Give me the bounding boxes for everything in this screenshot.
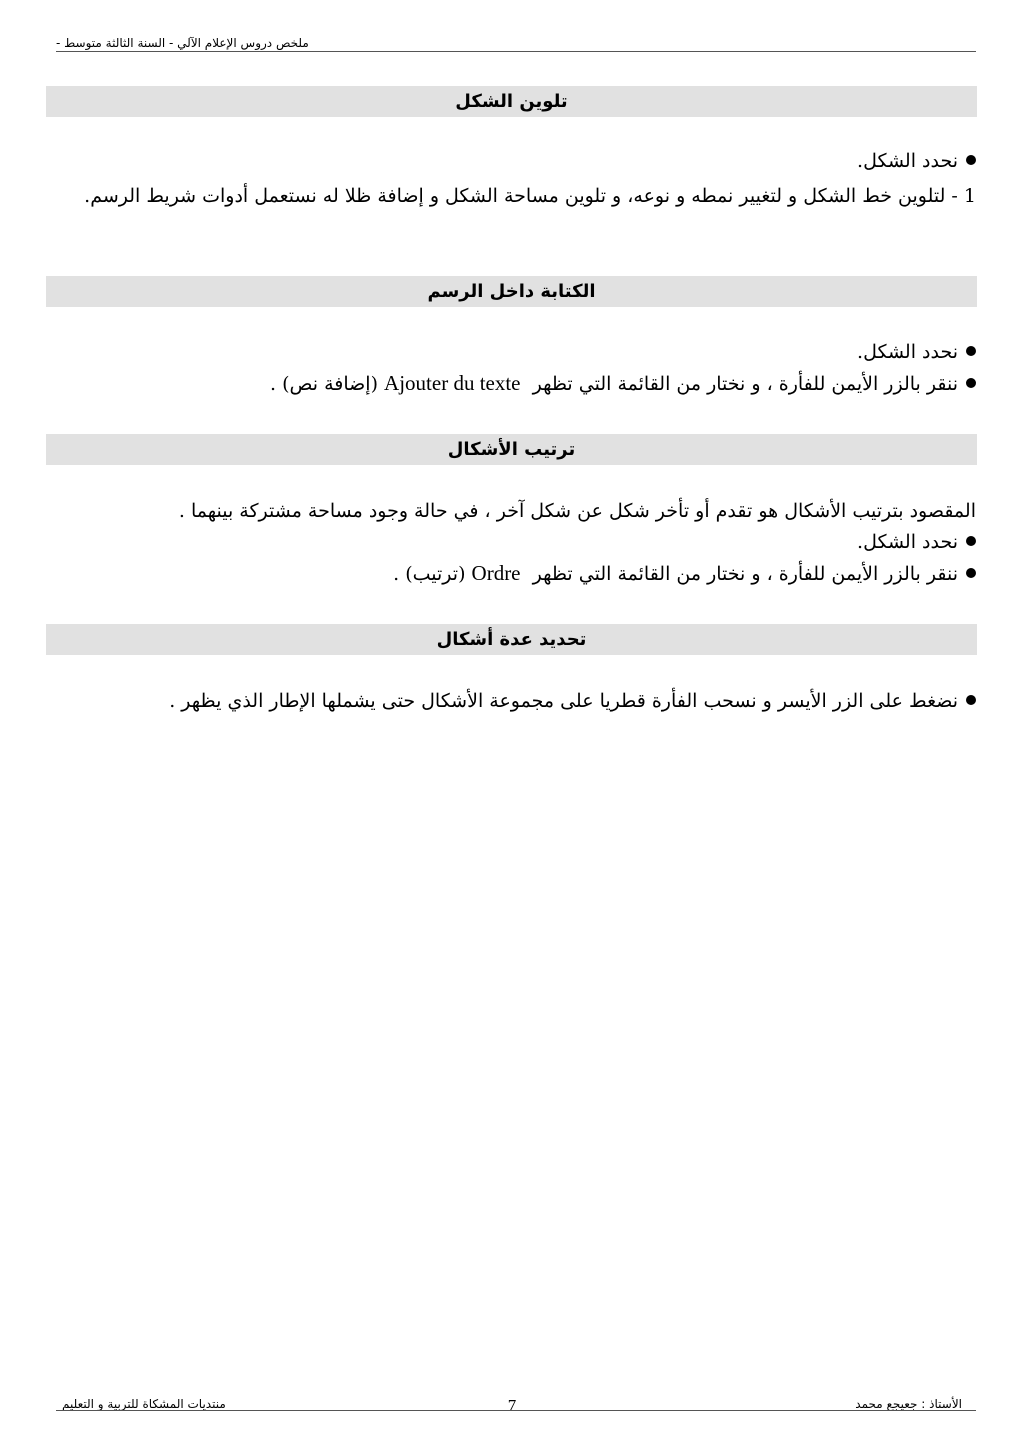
footer-forum-name: منتديات المشكاة للتربية و التعليم xyxy=(62,1397,226,1411)
list-item xyxy=(270,368,976,400)
list-item xyxy=(270,337,976,368)
list-item-text: ننقر بالزر الأيمن للفأرة ، و نختار من القائمة التي تظهر xyxy=(532,563,958,585)
section-title-writing-in-drawing: الكتابة داخل الرسم xyxy=(46,276,977,307)
list-item-text: (إضافة نص) . xyxy=(270,373,378,395)
header-divider xyxy=(56,51,976,52)
list-item-text: نحدد الشكل. xyxy=(857,531,958,553)
section-title-selecting-multiple-shapes: تحديد عدة أشكال xyxy=(46,624,977,655)
section-body-selecting-multiple-shapes xyxy=(169,686,976,717)
bullet-icon xyxy=(966,695,976,705)
list-item-text: نحدد الشكل. xyxy=(857,150,958,172)
footer-divider xyxy=(56,1410,976,1411)
list-item xyxy=(179,558,976,590)
paragraph: 1 - لتلوين خط الشكل و لتغيير نمطه و نوعه، و تلوين مساحة الشكل و إضافة ظلا له نستعمل أدوات شريط الرسم. xyxy=(84,185,976,207)
section-body-shape-coloring xyxy=(857,146,976,177)
list-item-text: (ترتيب) . xyxy=(393,563,466,585)
list-item xyxy=(857,146,976,177)
bullet-icon xyxy=(966,378,976,388)
footer-author: الأستاذ : جعيجع محمد xyxy=(855,1397,962,1411)
list-item-text: نحدد الشكل. xyxy=(857,341,958,363)
bullet-icon xyxy=(966,568,976,578)
bullet-icon xyxy=(966,346,976,356)
bullet-icon xyxy=(966,155,976,165)
list-item xyxy=(179,527,976,558)
page-number: 7 xyxy=(507,1396,517,1415)
paragraph: المقصود بترتيب الأشكال هو تقدم أو تأخر شكل عن شكل آخر ، في حالة وجود مساحة مشتركة بينهما . xyxy=(178,500,976,522)
list-item-text: ننقر بالزر الأيمن للفأرة ، و نختار من القائمة التي تظهر xyxy=(532,373,958,395)
page-header-title: ملخص دروس الإعلام الآلي - السنة الثالثة متوسط - xyxy=(56,36,309,50)
menu-command-text: Ordre xyxy=(471,561,521,585)
section-body-arranging-shapes xyxy=(179,496,976,590)
menu-command-text: Ajouter du texte xyxy=(384,371,521,395)
section-title-arranging-shapes: ترتيب الأشكال xyxy=(46,434,977,465)
section-body-writing-in-drawing xyxy=(270,337,976,400)
list-item-text: نضغط على الزر الأيسر و نسحب الفأرة قطريا على مجموعة الأشكال حتى يشملها الإطار الذي يظهر . xyxy=(169,690,958,712)
list-item xyxy=(169,686,976,717)
section-title-shape-coloring: تلوين الشكل xyxy=(46,86,977,117)
bullet-icon xyxy=(966,536,976,546)
